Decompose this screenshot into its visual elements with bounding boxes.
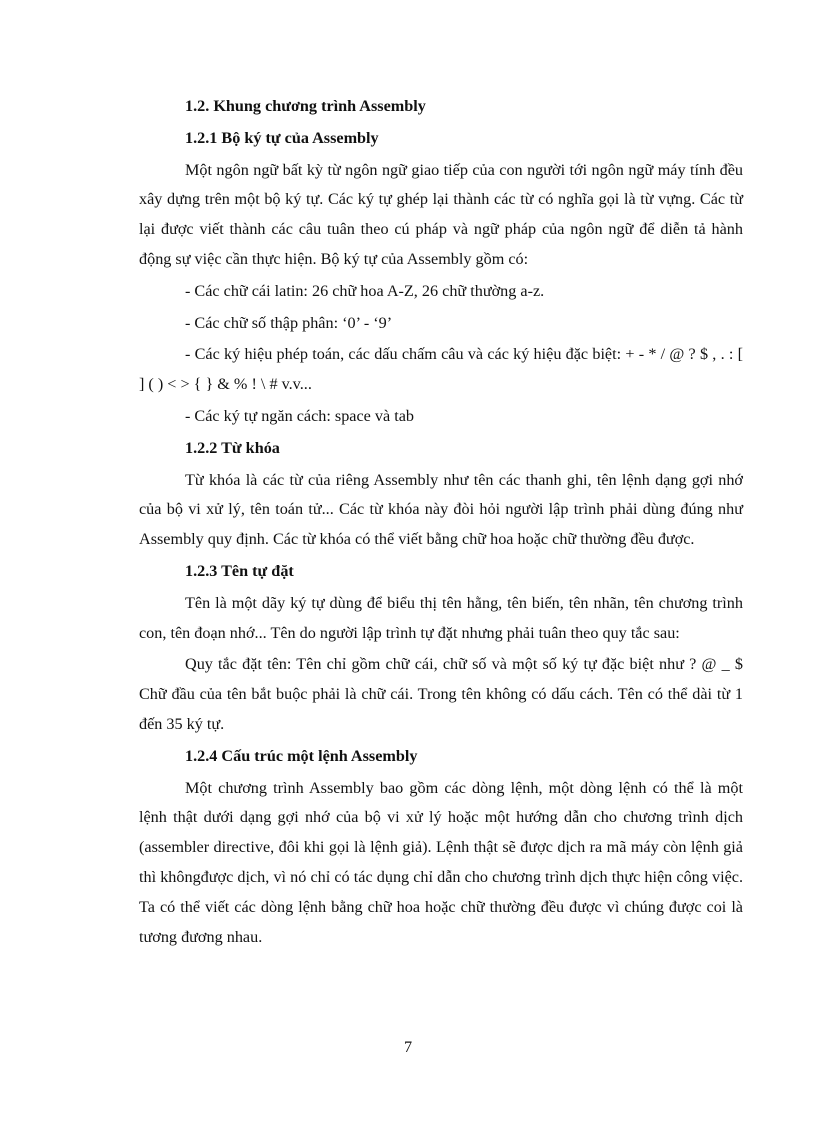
section-title: 1.2. Khung chương trình Assembly [185, 97, 426, 115]
list-item-letters: - Các chữ cái latin: 26 chữ hoa A-Z, 26 chữ thường a-z. [185, 281, 545, 300]
paragraph-naming-rule: Quy tắc đặt tên: Tên chỉ gồm chữ cái, chữ số và một số ký tự đặc biệt như ? @ _ $ Chữ đầu của tên bắt buộc phải là chữ cái. Trong tên không có dấu cách. Tên có thể dài từ 1 đến 35 ký tự. [139, 655, 743, 733]
list-item-symbols: - Các ký hiệu phép toán, các dấu chấm câu và các ký hiệu đặc biệt: + - * / @ ? $ , . : [ ] ( ) < > { } & % ! \ # v.v... [139, 345, 743, 394]
paragraph-character-set: Một ngôn ngữ bất kỳ từ ngôn ngữ giao tiếp của con người tới ngôn ngữ máy tính đều xây dựng trên một bộ ký tự. Các ký tự ghép lại thành các từ có nghĩa gọi là từ vựng. Các từ lại được viết thành các câu tuân theo cú pháp và ngữ pháp của ngôn ngữ để diễn tả hành động sự việc cần thực hiện. Bộ ký tự của Assembly gồm có: [139, 160, 743, 268]
page-number: 7 [403, 1038, 413, 1056]
paragraph-instruction-structure: Một chương trình Assembly bao gồm các dòng lệnh, một dòng lệnh có thể là một lệnh thật dưới dạng gợi nhớ của bộ vi xử lý hoặc một hướng dẫn cho chương trình dịch (assembler directive, đôi khi gọi là lệnh giả). Lệnh thật sẽ được dịch ra mã máy còn lệnh giả thì khôngđược dịch, vì nó chỉ có tác dụng chỉ dẫn cho chương trình dịch thực hiện công việc. Ta có thể viết các dòng lệnh bằng chữ hoa hoặc chữ thường đều được vì chúng được coi là tương đương nhau. [139, 778, 743, 946]
subsection-title-1-2-3: 1.2.3 Tên tự đặt [185, 561, 294, 580]
paragraph-names: Tên là một dãy ký tự dùng để biểu thị tên hằng, tên biến, tên nhãn, tên chương trình con, tên đoạn nhớ... Tên do người lập trình tự đặt nhưng phải tuân theo quy tắc sau: [139, 593, 743, 642]
subsection-title-1-2-4: 1.2.4 Cấu trúc một lệnh Assembly [185, 746, 418, 765]
subsection-title-1-2-2: 1.2.2 Từ khóa [185, 438, 280, 457]
document-page [139, 92, 743, 952]
list-item-separators: - Các ký tự ngăn cách: space và tab [185, 406, 415, 425]
subsection-title-1-2-1: 1.2.1 Bộ ký tự của Assembly [185, 128, 379, 147]
list-item-digits: - Các chữ số thập phân: ‘0’ - ‘9’ [185, 313, 393, 332]
paragraph-keywords: Từ khóa là các từ của riêng Assembly như tên các thanh ghi, tên lệnh dạng gợi nhớ của bộ vi xử lý, tên toán tử... Các từ khóa này đòi hỏi người lập trình phải dùng đúng như Assembly quy định. Các từ khóa có thể viết bằng chữ hoa hoặc chữ thường đều được. [139, 470, 743, 549]
